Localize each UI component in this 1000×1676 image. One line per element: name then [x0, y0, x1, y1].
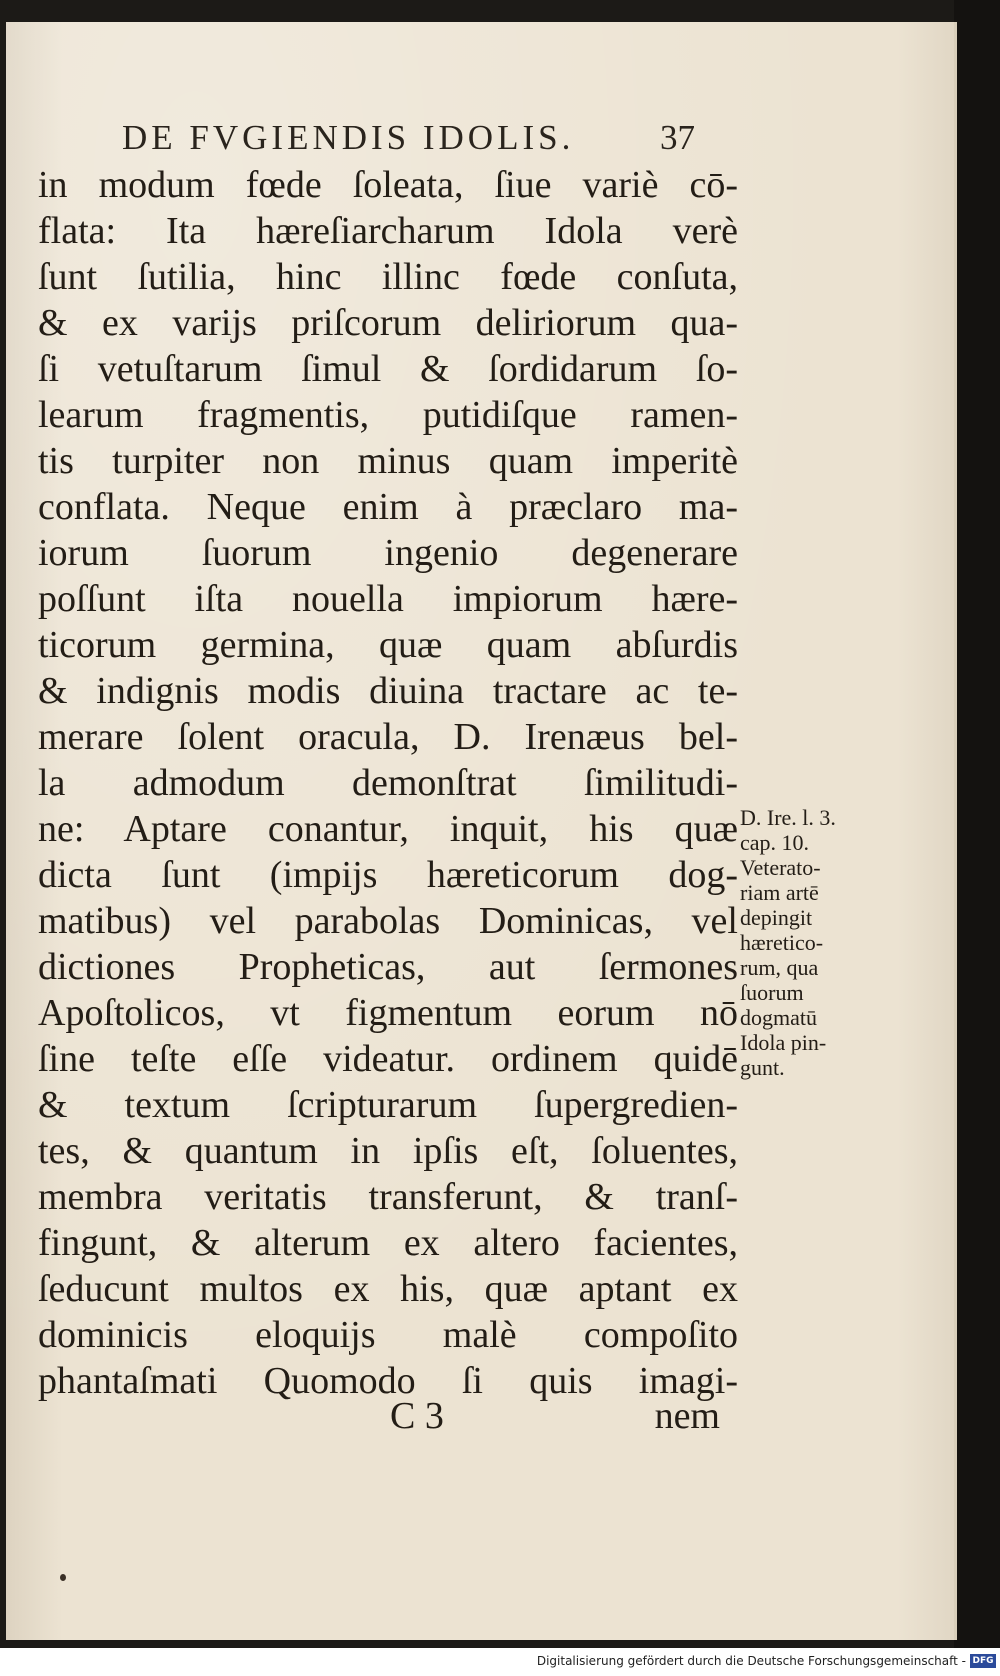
margin-note-line: D. Ire. l. 3.	[740, 805, 836, 830]
text-line: dictiones Propheticas, aut ſermones	[38, 946, 738, 988]
text-line: dicta ſunt (impijs hæreticorum dog-	[38, 854, 738, 896]
running-head: DE FVGIENDIS IDOLIS.	[122, 118, 575, 157]
text-line: la admodum demonſtrat ſimilitudi-	[38, 762, 738, 804]
text-line: dominicis eloquijs malè compoſito	[38, 1314, 738, 1356]
signature-mark: C 3	[390, 1395, 444, 1437]
page-footer	[38, 1394, 720, 1440]
text-line: phantaſmati Quomodo ſi quis imagi-	[38, 1360, 738, 1402]
digitization-credit: Digitalisierung gefördert durch die Deutsche Forschungsgemeinschaft -	[536, 1654, 966, 1668]
text-line: ſine teſte eſſe videatur. ordinem quidē	[38, 1038, 738, 1080]
catchword: nem	[654, 1395, 720, 1437]
page-number: 37	[660, 118, 695, 157]
text-line: & textum ſcripturarum ſupergredien-	[38, 1084, 738, 1126]
text-line: poſſunt iſta nouella impiorum hære-	[38, 578, 738, 620]
text-line: learum fragmentis, putidiſque ramen-	[38, 394, 738, 436]
text-line: ſi vetuſtarum ſimul & ſordidarum ſo-	[38, 348, 738, 390]
ink-spot	[60, 1574, 66, 1581]
text-line: flata: Ita hæreſiarcharum Idola verè	[38, 210, 738, 252]
margin-note-line: gunt.	[740, 1055, 785, 1080]
text-line: ſeducunt multos ex his, quæ aptant ex	[38, 1268, 738, 1310]
text-line: conflata. Neque enim à præclaro ma-	[38, 486, 738, 528]
book-spine-edge	[954, 0, 1000, 1648]
text-line: tis turpiter non minus quam imperitè	[38, 440, 738, 482]
margin-note-line: riam artē	[740, 880, 819, 905]
text-line: tes, & quantum in ipſis eſt, ſoluentes,	[38, 1130, 738, 1172]
text-line: Apoſtolicos, vt figmentum eorum nō	[38, 992, 738, 1034]
credit-bar	[0, 1648, 1000, 1676]
text-line: merare ſolent oracula, D. Irenæus bel-	[38, 716, 738, 758]
margin-note-line: ſuorum	[740, 980, 804, 1005]
margin-note-line: Veterato-	[740, 855, 821, 880]
margin-note-line: Idola pin-	[740, 1030, 827, 1055]
text-line: matibus) vel parabolas Dominicas, vel	[38, 900, 738, 942]
margin-note-line: dogmatū	[740, 1005, 817, 1030]
text-line: membra veritatis transferunt, & tranſ-	[38, 1176, 738, 1218]
text-line: ſunt ſutilia, hinc illinc fœde conſuta,	[38, 256, 738, 298]
text-line: & indignis modis diuina tractare ac te-	[38, 670, 738, 712]
text-line: in modum fœde ſoleata, ſiue variè cō-	[38, 164, 738, 206]
text-line: & ex varijs priſcorum deliriorum qua-	[38, 302, 738, 344]
body-text	[38, 162, 738, 1404]
text-line: iorum ſuorum ingenio degenerare	[38, 532, 738, 574]
margin-note	[740, 805, 880, 1080]
text-line: ticorum germina, quæ quam abſurdis	[38, 624, 738, 666]
text-line: fingunt, & alterum ex altero facientes,	[38, 1222, 738, 1264]
margin-note-line: depingit	[740, 905, 813, 930]
dfg-logo: DFG	[970, 1654, 996, 1668]
margin-note-line: rum, qua	[740, 955, 819, 980]
margin-note-line: cap. 10.	[740, 830, 810, 855]
text-line: ne: Aptare conantur, inquit, his quæ	[38, 808, 738, 850]
margin-note-line: hæretico-	[740, 930, 824, 955]
